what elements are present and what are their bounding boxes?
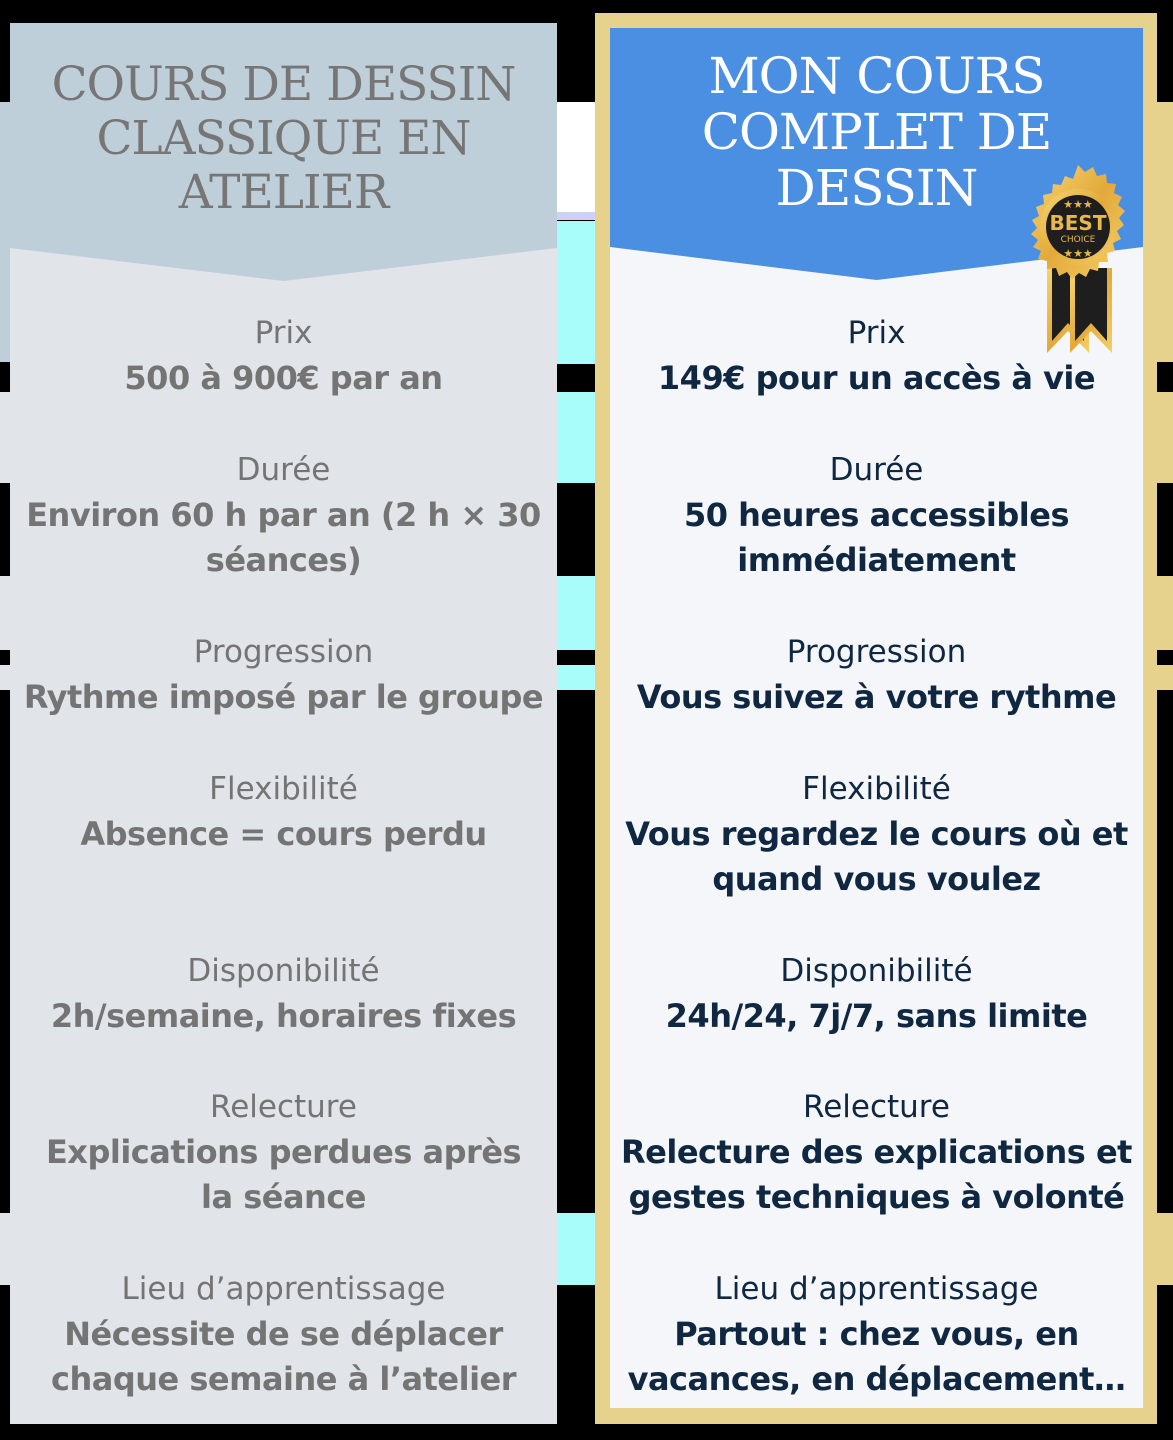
title-line: DESSIN (775, 159, 978, 217)
background-strip (557, 221, 595, 364)
row-value: quand vous voulez (712, 860, 1041, 898)
row-value: Vous regardez le cours où et (625, 815, 1128, 853)
row-label: Durée (829, 452, 924, 488)
classic-course-card (10, 23, 557, 1424)
row-flexibilite (10, 766, 557, 857)
row-value: la séance (201, 1178, 366, 1216)
row-value: 24h/24, 7j/7, sans limite (665, 997, 1088, 1035)
background-strip (1157, 665, 1173, 690)
classic-course-title (10, 58, 557, 220)
row-label: Prix (254, 315, 313, 351)
row-label: Flexibilité (802, 771, 951, 807)
row-value: Absence = cours perdu (80, 815, 487, 853)
row-label: Disponibilité (187, 953, 380, 989)
background-strip (0, 1213, 10, 1285)
row-disponibilite (10, 948, 557, 1039)
row-label: Flexibilité (209, 771, 358, 807)
row-lieu (610, 1266, 1143, 1402)
row-value: Environ 60 h par an (2 h × 30 (26, 496, 541, 534)
row-value: 50 heures accessibles (683, 496, 1070, 534)
background-strip (557, 392, 595, 483)
row-value: gestes techniques à volonté (628, 1178, 1125, 1216)
row-label: Lieu d’apprentissage (121, 1271, 446, 1307)
row-value: vacances, en déplacement… (627, 1360, 1126, 1398)
svg-text:BEST: BEST (1049, 211, 1107, 235)
row-value: immédiatement (737, 541, 1016, 579)
row-value: séances) (205, 541, 362, 579)
row-value: Relecture des explications et (621, 1133, 1132, 1171)
background-strip (1157, 392, 1173, 483)
background-strip (1157, 102, 1173, 362)
row-value: Partout : chez vous, en (674, 1315, 1079, 1353)
svg-text:★★★: ★★★ (1063, 198, 1093, 211)
row-value: 149€ pour un accès à vie (657, 359, 1096, 397)
background-strip (0, 102, 10, 362)
row-label: Progression (786, 634, 967, 670)
row-label: Lieu d’apprentissage (714, 1271, 1039, 1307)
background-strip (0, 576, 10, 650)
row-lieu (10, 1266, 557, 1402)
row-prix (10, 310, 557, 401)
svg-text:★★★: ★★★ (1063, 247, 1093, 260)
row-value: 2h/semaine, horaires fixes (50, 997, 517, 1035)
background-strip (557, 665, 595, 690)
background-strip (1157, 576, 1173, 650)
row-duree (10, 447, 557, 583)
row-label: Disponibilité (780, 953, 973, 989)
row-disponibilite (610, 948, 1143, 1039)
row-label: Relecture (803, 1089, 950, 1125)
row-flexibilite (610, 766, 1143, 902)
row-duree (610, 447, 1143, 583)
title-line: CLASSIQUE EN (96, 111, 471, 166)
row-label: Prix (847, 315, 906, 351)
row-progression (10, 629, 557, 720)
row-value: chaque semaine à l’atelier (50, 1360, 517, 1398)
title-line: COURS DE DESSIN (51, 57, 516, 112)
background-strip (1157, 1213, 1173, 1285)
background-strip (557, 576, 595, 650)
row-value: Rythme imposé par le groupe (23, 678, 544, 716)
title-line: MON COURS (708, 47, 1045, 105)
row-label: Durée (236, 452, 331, 488)
row-value: Explications perdues après (45, 1133, 522, 1171)
row-label: Progression (193, 634, 374, 670)
title-line: ATELIER (178, 165, 389, 220)
row-value: Vous suivez à votre rythme (636, 678, 1117, 716)
row-value: 500 à 900€ par an (124, 359, 443, 397)
row-value: Nécessite de se déplacer (64, 1315, 503, 1353)
background-strip (557, 1213, 595, 1285)
title-line: COMPLET DE (701, 103, 1052, 161)
row-relecture (610, 1084, 1143, 1220)
svg-text:CHOICE: CHOICE (1060, 235, 1096, 245)
background-strip (0, 392, 10, 483)
row-progression (610, 629, 1143, 720)
background-strip (557, 212, 595, 220)
background-strip (0, 665, 10, 690)
background-strip (557, 102, 595, 212)
row-relecture (10, 1084, 557, 1220)
best-choice-badge-icon (1013, 163, 1143, 361)
row-label: Relecture (210, 1089, 357, 1125)
